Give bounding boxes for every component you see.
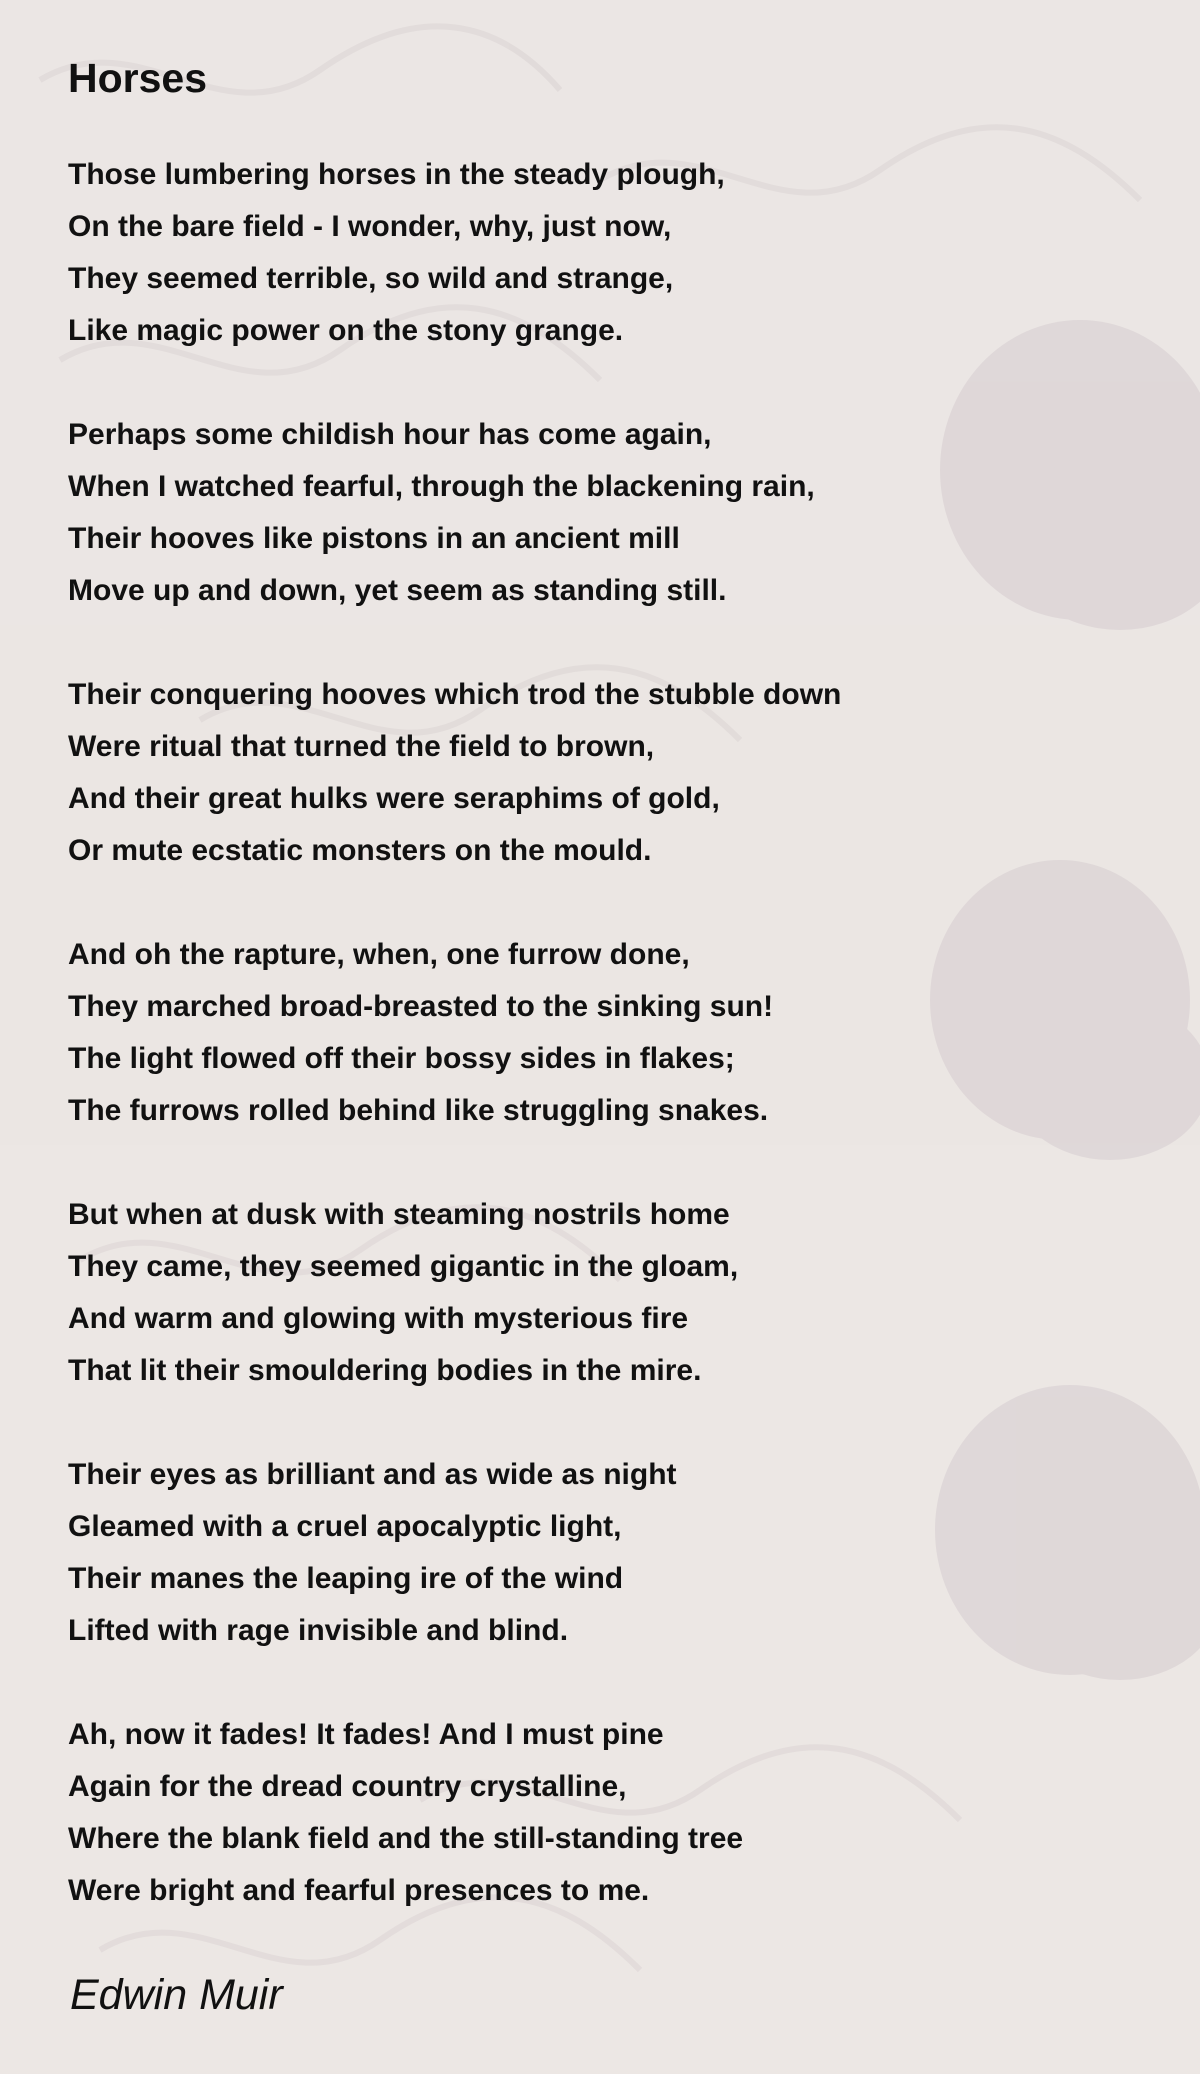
poem-line: Move up and down, yet seem as standing still. — [68, 574, 727, 607]
poem-line: Were bright and fearful presences to me. — [68, 1874, 650, 1907]
poem-body — [68, 149, 1128, 1969]
poem-line: And warm and glowing with mysterious fire — [68, 1302, 689, 1335]
poem-line: Were ritual that turned the field to brown, — [68, 730, 655, 763]
stanza — [68, 669, 1128, 877]
poem-line: Those lumbering horses in the steady plough, — [68, 158, 725, 191]
poem-line: Again for the dread country crystalline, — [68, 1770, 627, 1803]
poem-line: Like magic power on the stony grange. — [68, 314, 624, 347]
stanza — [68, 1449, 1128, 1657]
poem-line: On the bare field - I wonder, why, just now, — [68, 210, 672, 243]
poem-line: Their eyes as brilliant and as wide as night — [68, 1458, 677, 1491]
poem-line: Their conquering hooves which trod the stubble down — [68, 678, 842, 711]
poem-line: And their great hulks were seraphims of gold, — [68, 782, 720, 815]
poem-title: Horses — [68, 55, 208, 101]
poem-line: The furrows rolled behind like struggling snakes. — [68, 1094, 769, 1127]
poem-line: Lifted with rage invisible and blind. — [68, 1614, 569, 1647]
stanza — [68, 1189, 1128, 1397]
poem-line: They came, they seemed gigantic in the gloam, — [68, 1250, 739, 1283]
poem-line: But when at dusk with steaming nostrils home — [68, 1198, 730, 1231]
stanza — [68, 409, 1128, 617]
poem-line: They marched broad-breasted to the sinking sun! — [68, 990, 774, 1023]
poem-line: Ah, now it fades! It fades! And I must pine — [68, 1718, 664, 1751]
poem-line: That lit their smouldering bodies in the mire. — [68, 1354, 702, 1387]
stanza — [68, 929, 1128, 1137]
stanza — [68, 1709, 1128, 1917]
poem-line: And oh the rapture, when, one furrow done, — [68, 938, 690, 971]
poem-line: Perhaps some childish hour has come again, — [68, 418, 712, 451]
poem-line: The light flowed off their bossy sides in flakes; — [68, 1042, 735, 1075]
poem-line: When I watched fearful, through the blackening rain, — [68, 470, 815, 503]
poem-line: Or mute ecstatic monsters on the mould. — [68, 834, 652, 867]
poem-line: Their manes the leaping ire of the wind — [68, 1562, 624, 1595]
stanza — [68, 149, 1128, 357]
poem-line: Where the blank field and the still-standing tree — [68, 1822, 744, 1855]
poem-line: Their hooves like pistons in an ancient mill — [68, 522, 680, 555]
poem-line: Gleamed with a cruel apocalyptic light, — [68, 1510, 622, 1543]
poem-line: They seemed terrible, so wild and strange, — [68, 262, 674, 295]
poem-author: Edwin Muir — [70, 1971, 283, 2019]
